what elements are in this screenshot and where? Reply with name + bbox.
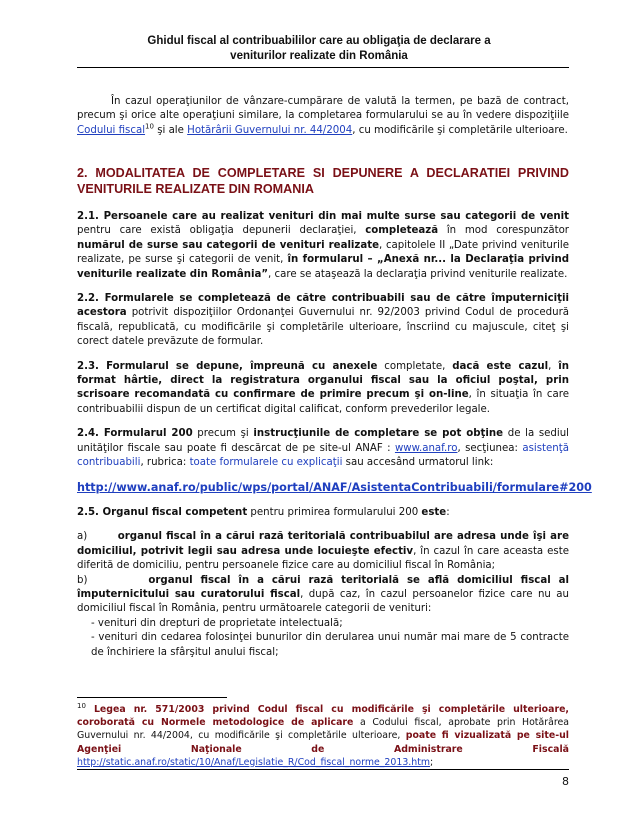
formulare-link[interactable]: toate formularele cu explicaţii xyxy=(189,457,343,469)
page-number: 8 xyxy=(562,775,569,788)
footnote-ref[interactable]: 10 xyxy=(145,122,154,131)
header-line-2: veniturilor realizate din România xyxy=(230,50,408,62)
footnote-rule xyxy=(77,697,227,698)
hg-link[interactable]: Hotărârii Guvernului nr. 44/2004 xyxy=(187,124,353,136)
paragraph-2-3: 2.3. Formularul se depune, împreună cu anexele completate, dacă este cazul, în format hârtie, direct la registratura organului fiscal sau la oficiul poştal, prin scrisoare recomandată cu confirmare de primire precum şi on-line, în situaţia în care contribuabilii dispun de un certificat digital calificat, conform prevederilor legale. xyxy=(77,360,570,415)
paragraph-2-5: 2.5. Organul fiscal competent pentru primirea formularului 200 este: xyxy=(77,506,450,518)
item-a: a) organul fiscal în a cărui rază teritorială contribuabilul are adresa unde îşi are domiciliul, potrivit legii sau adresa unde locuieşte efectiv, în cazul în care aceasta este diferită de domiciliu, pentru persoanele fizice care au domiciliul fiscal în România; xyxy=(77,531,569,572)
cod-fiscal-link[interactable]: Codului fiscal xyxy=(77,124,146,136)
formular-200-link[interactable]: http://www.anaf.ro/public/wps/portal/ANAF/AsistentaContribuabili/formulare#200 xyxy=(77,480,592,494)
asistenta-link[interactable]: asistenţă contribuabili xyxy=(77,442,569,469)
cod-fiscal-norme-link[interactable]: http://static.anaf.ro/static/10/Anaf/Legislatie_R/Cod_fiscal_norme_2013.htm xyxy=(77,756,431,768)
header-rule xyxy=(77,67,569,68)
footer-rule xyxy=(77,769,569,770)
footnote: $^{10}$ Legea nr. 571/2003 privind Codul fiscal cu modificările şi completările ulterioare, coroborată cu Normele metodologice de aplicare a Codului fiscal, aprobate prin Hotărârea Guvernului nr. 44/2004, cu modificările şi completările ulterioare, poate fi vizualizată pe site-ul Agenţiei Naţionale de Administrare Fiscală http://static.anaf.ro/static/10/Anaf/Legislatie_R/Cod_fiscal_norme_2013.htm; xyxy=(77,701,569,768)
list-item: - venituri din cedarea folosinţei bunurilor din derularea unui număr mai mare de 5 contracte de închiriere la sfârşitul anului fiscal; xyxy=(91,632,569,658)
item-b: b) organul fiscal în a cărui rază teritorială se află domiciliul fiscal al împuternicitului sau curatorului fiscal, după caz, în cazul persoanelor fizice care nu au domiciliul fiscal în România, pentru următoarele categorii de venituri: xyxy=(77,574,569,615)
intro-paragraph: În cazul operaţiunilor de vânzare-cumpărare de valută la termen, pe bază de contract, precum şi orice alte operaţiuni similare, la completarea formularului se au în vedere dispoziţiile Codului fiscal$^{10}$ şi ale Hotărârii Guvernului nr. 44/2004, cu modificările şi completările ulterioare. xyxy=(77,96,569,136)
paragraph-2-1: 2.1. Persoanele care au realizat venituri din mai multe surse sau categorii de venit pentru care există obligaţia depunerii declaraţiei, completează în mod corespunzător numărul de surse sau categorii de venituri realizate, capitolele II „Date privind veniturile realizate, pe surse şi categorii de venit, în formularul – „Anexă nr... la Declaraţia privind veniturile realizate din România”, care se ataşează la declaraţia privind veniturile realizate. xyxy=(77,211,569,280)
section-body xyxy=(77,210,592,660)
running-header xyxy=(120,34,518,64)
anaf-site-link[interactable]: www.anaf.ro xyxy=(394,442,458,454)
list-item: - venituri din drepturi de proprietate intelectuală; xyxy=(91,617,343,629)
paragraph-2-2: 2.2. Formularele se completează de către contribuabili sau de către împuterniciţii acestora potrivit dispoziţiilor Ordonanţei Guvernului nr. 92/2003 privind Codul de procedură fiscală, republicată, cu modificările şi completările ulterioare, înscriind cu majuscule, citeţ şi corect datele prevăzute de formular. xyxy=(77,293,569,348)
header-line-1: Ghidul fiscal al contribuabililor care au obligaţia de declarare a xyxy=(147,35,491,47)
section-title: 2. MODALITATEA DE COMPLETARE SI DEPUNERE A DECLARATIEI PRIVIND VENITURILE REALIZATE DIN ROMANIA xyxy=(77,166,569,196)
paragraph-2-4: 2.4. Formularul 200 precum şi instrucţiunile de completare se pot obţine de la sediul unităţilor fiscale sau poate fi descărcat de pe site-ul ANAF : www.anaf.ro, secţiunea: asistenţă contribuabili, rubrica: toate formularele cu explicaţii sau accesând urmatorul link: xyxy=(77,428,569,469)
